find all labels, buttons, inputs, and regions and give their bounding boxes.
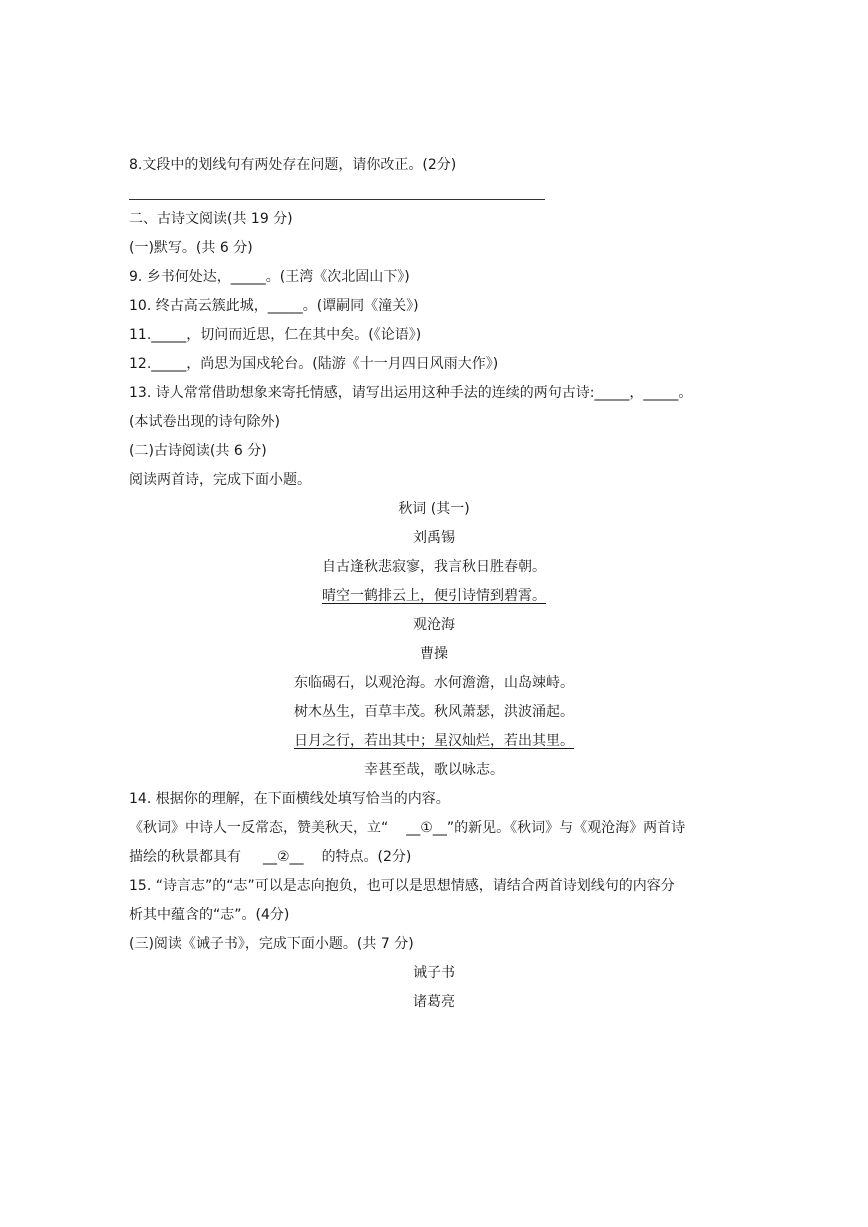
- question-15-line-1: 15. “诗言志”的“志”可以是志向抱负，也可以是思想情感，请结合两首诗划线句的内容分: [129, 878, 675, 894]
- text-3-title: 诫子书: [413, 965, 455, 981]
- section-2-heading: 二、古诗文阅读(共 19 分): [129, 211, 293, 227]
- question-14-line-3: [129, 847, 411, 867]
- underlined-sentence: 晴空一鹤排云上，便引诗情到碧霄。: [322, 588, 546, 604]
- q14-text-d: 的特点。(2分): [321, 849, 412, 865]
- question-13-line-2: (本试卷出现的诗句除外): [129, 414, 280, 430]
- poem-2-title: 观沧海: [413, 617, 455, 633]
- poem-1-line-1: 自古逢秋悲寂寥，我言秋日胜春朝。: [322, 559, 546, 575]
- question-9: 9. 乡书何处达，_____。(王湾《次北固山下》): [129, 269, 410, 285]
- poem-2-author: 曹操: [420, 646, 448, 662]
- part-2-heading: (二)古诗阅读(共 6 分): [129, 443, 267, 459]
- poem-1-author: 刘禹锡: [413, 530, 455, 546]
- blank-2: __②__: [263, 849, 304, 865]
- part-1-heading: (一)默写。(共 6 分): [129, 240, 253, 256]
- blank-1: __①__: [406, 820, 447, 836]
- answer-line: [129, 199, 545, 200]
- question-8: 8.文段中的划线句有两处存在问题，请你改正。(2分): [129, 157, 457, 173]
- poem-2-line-4: 幸甚至哉，歌以咏志。: [364, 762, 504, 778]
- q14-text-a: 《秋词》中诗人一反常态，赞美秋天，立“: [129, 820, 389, 836]
- poem-1-title: 秋词 (其一): [398, 501, 470, 517]
- part-2-intro: 阅读两首诗，完成下面小题。: [129, 472, 311, 488]
- question-14-line-1: 14. 根据你的理解，在下面横线处填写恰当的内容。: [129, 791, 450, 807]
- text-3-author: 诸葛亮: [413, 994, 455, 1010]
- part-3-heading: (三)阅读《诫子书》，完成下面小题。(共 7 分): [129, 936, 414, 952]
- poem-2-line-3-underlined: [0, 731, 868, 751]
- question-10: 10. 终古高云簇此城，_____。(谭嗣同《潼关》): [129, 298, 419, 314]
- q14-text-b: ”的新见。《秋词》与《观沧海》两首诗: [446, 820, 686, 836]
- question-15-line-2: 析其中蕴含的“志”。(4分): [129, 907, 290, 923]
- question-14-line-2: [129, 818, 685, 838]
- question-11: 11._____，切问而近思，仁在其中矣。(《论语》): [129, 327, 422, 343]
- poem-1-line-2-underlined: [0, 586, 868, 606]
- question-12: 12._____，尚思为国戍轮台。(陆游《十一月四日风雨大作》): [129, 356, 499, 372]
- underlined-sentence: 日月之行，若出其中；星汉灿烂，若出其里。: [294, 733, 574, 749]
- question-13-line-1: 13. 诗人常常借助想象来寄托情感，请写出运用这种手法的连续的两句古诗:_____，_____。: [129, 385, 693, 401]
- poem-2-line-1: 东临碣石，以观沧海。水何澹澹，山岛竦峙。: [294, 675, 574, 691]
- q14-text-c: 描绘的秋景都具有: [129, 849, 241, 865]
- poem-2-line-2: 树木丛生，百草丰茂。秋风萧瑟，洪波涌起。: [294, 704, 574, 720]
